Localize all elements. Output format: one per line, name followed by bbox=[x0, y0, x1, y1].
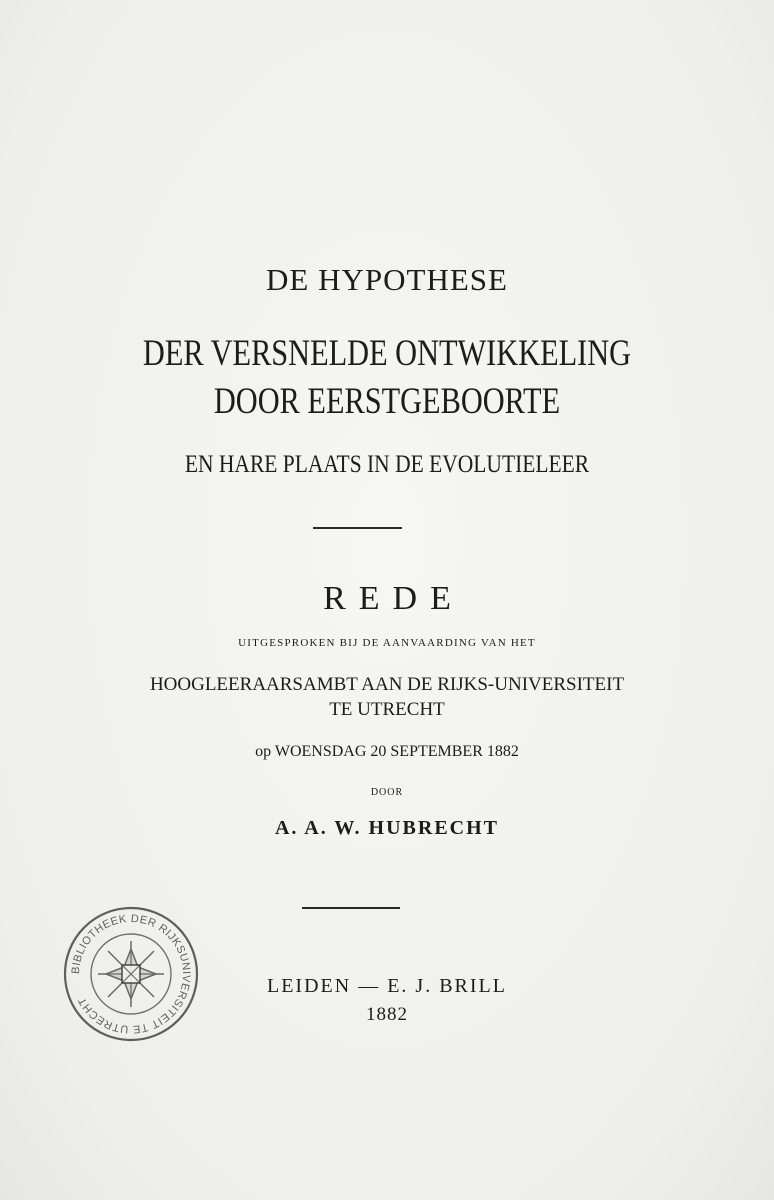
title-line-1: DE HYPOTHESE bbox=[266, 262, 508, 297]
office-line-2: TE UTRECHT bbox=[329, 699, 445, 720]
author-name: A. A. W. HUBRECHT bbox=[274, 817, 500, 839]
publisher-line: LEIDEN — E. J. BRILL bbox=[267, 975, 507, 997]
publication-year: 1882 bbox=[366, 1004, 408, 1025]
occasion-line: UITGESPROKEN BIJ DE AANVAARDING VAN HET bbox=[238, 637, 536, 649]
divider-rule-bottom bbox=[302, 907, 400, 909]
title-line-2: DER VERSNELDE ONTWIKKELING bbox=[142, 333, 632, 374]
divider-rule-top bbox=[313, 527, 402, 529]
stamp-text: BIBLIOTHEEK DER RIJKSUNIVERSITEIT TE UTRECHT bbox=[69, 912, 193, 1036]
subtitle: EN HARE PLAATS IN DE EVOLUTIELEER bbox=[184, 451, 590, 478]
title-line-3: DOOR EERSTGEBOORTE bbox=[213, 381, 561, 422]
office-line-1: HOOGLEERAARSAMBT AAN DE RIJKS-UNIVERSITEIT bbox=[149, 674, 625, 695]
speech-date: op WOENSDAG 20 SEPTEMBER 1882 bbox=[255, 743, 519, 760]
rede-heading: REDE bbox=[323, 580, 464, 617]
by-label: DOOR bbox=[370, 787, 404, 798]
